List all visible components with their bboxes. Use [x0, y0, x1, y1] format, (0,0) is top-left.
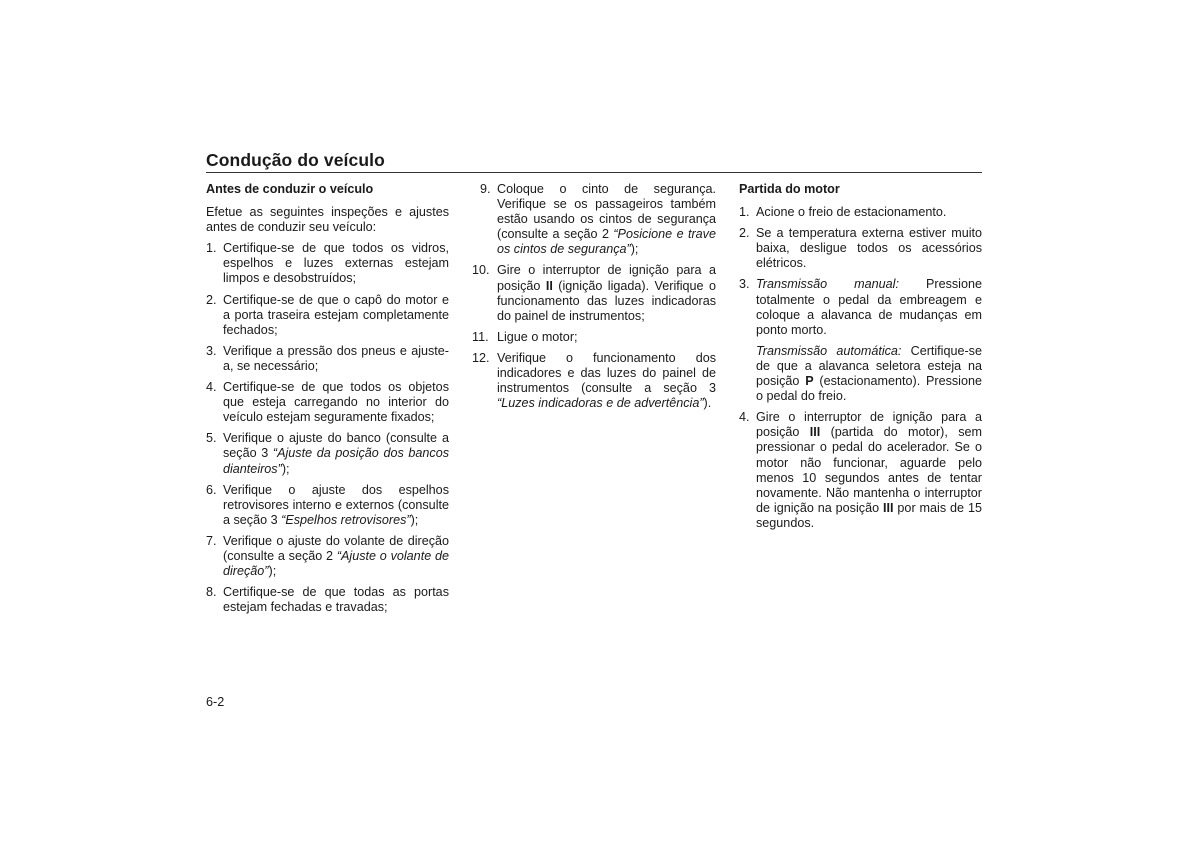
section-reference: “Posicione e trave os cintos de segurança”	[497, 227, 716, 257]
item-text-main: Gire o interruptor de ignição para a posição	[497, 263, 716, 293]
item-number: 1.	[206, 241, 217, 256]
column-right	[739, 182, 982, 537]
page-number: 6-2	[206, 695, 225, 709]
list-item	[206, 483, 449, 528]
item-text-main: Gire o interruptor de ignição para a posição	[756, 410, 982, 440]
list-item	[739, 205, 982, 220]
item-text-end: ).	[703, 396, 712, 411]
item-number: 5.	[206, 431, 217, 446]
list-item	[206, 585, 449, 615]
item-text	[223, 431, 449, 476]
ignition-position: III	[883, 500, 894, 515]
item-text-end: (ignição ligada). Verifique o funcionamento das luzes indicadoras do painel de instrumentos;	[497, 278, 716, 323]
item-number: 10.	[472, 263, 490, 278]
title-divider	[206, 172, 982, 173]
item-text-main: Verifique o ajuste dos espelhos retrovisores interno e externos (consulte a seção 3	[223, 482, 449, 527]
item-number: 2.	[206, 292, 217, 307]
item-text: Certifique-se de que todos os objetos que esteja carregando no interior do veículo estejam seguramente fixados;	[223, 380, 449, 425]
item-number: 6.	[206, 482, 217, 497]
item-number: 3.	[206, 343, 217, 358]
item-text-end: );	[268, 564, 277, 579]
item-text-main: Verifique o ajuste do banco (consulte a seção 3	[223, 431, 449, 461]
section-reference: “Ajuste da posição dos bancos dianteiros”	[223, 446, 450, 476]
list-item	[206, 344, 449, 374]
section-reference: “Ajuste o volante de direção”	[223, 548, 449, 579]
list-item	[206, 293, 449, 338]
item-text	[497, 351, 716, 411]
item-number: 8.	[206, 585, 217, 600]
column-middle	[472, 182, 716, 417]
item-number: 12.	[472, 350, 490, 365]
item-number: 4.	[206, 380, 217, 395]
item-text: Certifique-se de que todas as portas estejam fechadas e travadas;	[223, 585, 449, 615]
item-text	[756, 277, 982, 337]
ignition-position: II	[545, 278, 553, 293]
item-number: 1.	[739, 205, 750, 220]
list-item	[472, 263, 716, 323]
column-left	[206, 182, 449, 621]
automatic-transmission-label: Transmissão automática:	[756, 343, 902, 358]
item-text: Ligue o motor;	[497, 329, 578, 344]
item-number: 4.	[739, 410, 750, 425]
list-item	[739, 410, 982, 531]
section-reference: “Luzes indicadoras e de advertência”	[497, 396, 704, 411]
list-item	[739, 277, 982, 337]
list-item	[206, 534, 449, 579]
list-item	[472, 182, 716, 257]
page-title: Condução do veículo	[206, 150, 385, 170]
item-number: 11.	[472, 329, 489, 344]
item-text-end: );	[410, 512, 419, 527]
item-text	[223, 483, 449, 528]
item-text: Se a temperatura externa estiver muito baixa, desligue todos os acessórios elétricos.	[756, 226, 982, 271]
item-number: 9.	[480, 182, 491, 196]
note-text-main: Certifique-se de que a alavanca seletora esteja na posição	[756, 343, 982, 389]
note-text-end: (estacionamento). Pressione o pedal do freio.	[756, 374, 982, 404]
automatic-transmission-note	[756, 344, 982, 404]
item-number: 7.	[206, 533, 217, 548]
list-item	[739, 226, 982, 271]
item-text	[497, 182, 716, 257]
item-text-end: por mais de 15 segundos.	[756, 500, 982, 530]
item-text: Certifique-se de que o capô do motor e a porta traseira estejam completamente fechados;	[223, 292, 449, 337]
list-item	[472, 330, 716, 345]
item-text: Verifique a pressão dos pneus e ajuste-a, se necessário;	[223, 343, 449, 373]
list-item	[206, 431, 449, 476]
ignition-position: III	[809, 425, 821, 440]
item-text-main: Coloque o cinto de segurança. Verifique se os passageiros também estão usando os cintos de segurança (consulte a seção 2	[497, 182, 716, 242]
manual-transmission-label: Transmissão manual:	[756, 277, 899, 292]
item-text-main: Verifique o ajuste do volante de direção (consulte a seção 2	[223, 533, 449, 563]
item-text-main: Verifique o funcionamento dos indicadores e das luzes do painel de instrumentos (consulte a seção 3	[497, 350, 716, 396]
list-item	[206, 380, 449, 425]
item-text-main: Pressione totalmente o pedal da embreagem e coloque a alavanca de mudanças em ponto morto.	[756, 277, 982, 337]
item-number: 3.	[739, 277, 750, 292]
list-item	[206, 241, 449, 286]
list-item	[472, 351, 716, 411]
section-reference: “Espelhos retrovisores”	[281, 512, 411, 527]
item-number: 2.	[739, 226, 750, 241]
item-text-mid: (partida do motor), sem pressionar o pedal do acelerador. Se o motor não funcionar, aguarde pelo menos 10 segundos antes de tentar novamente. Não mantenha o interruptor de ignição na posição	[756, 425, 982, 515]
selector-position: P	[805, 374, 814, 389]
item-text: Certifique-se de que todos os vidros, espelhos e luzes externas estejam limpos e desobstruídos;	[223, 241, 449, 286]
item-text-end: );	[630, 242, 639, 257]
section-heading-antes: Antes de conduzir o veículo	[206, 182, 374, 196]
item-text: Acione o freio de estacionamento.	[756, 205, 947, 220]
intro-paragraph: Efetue as seguintes inspeções e ajustes antes de conduzir seu veículo:	[206, 205, 449, 235]
section-heading-partida: Partida do motor	[739, 182, 840, 196]
item-text-end: );	[281, 461, 290, 476]
item-text	[756, 410, 982, 531]
item-text	[223, 534, 449, 579]
item-text	[497, 263, 716, 323]
